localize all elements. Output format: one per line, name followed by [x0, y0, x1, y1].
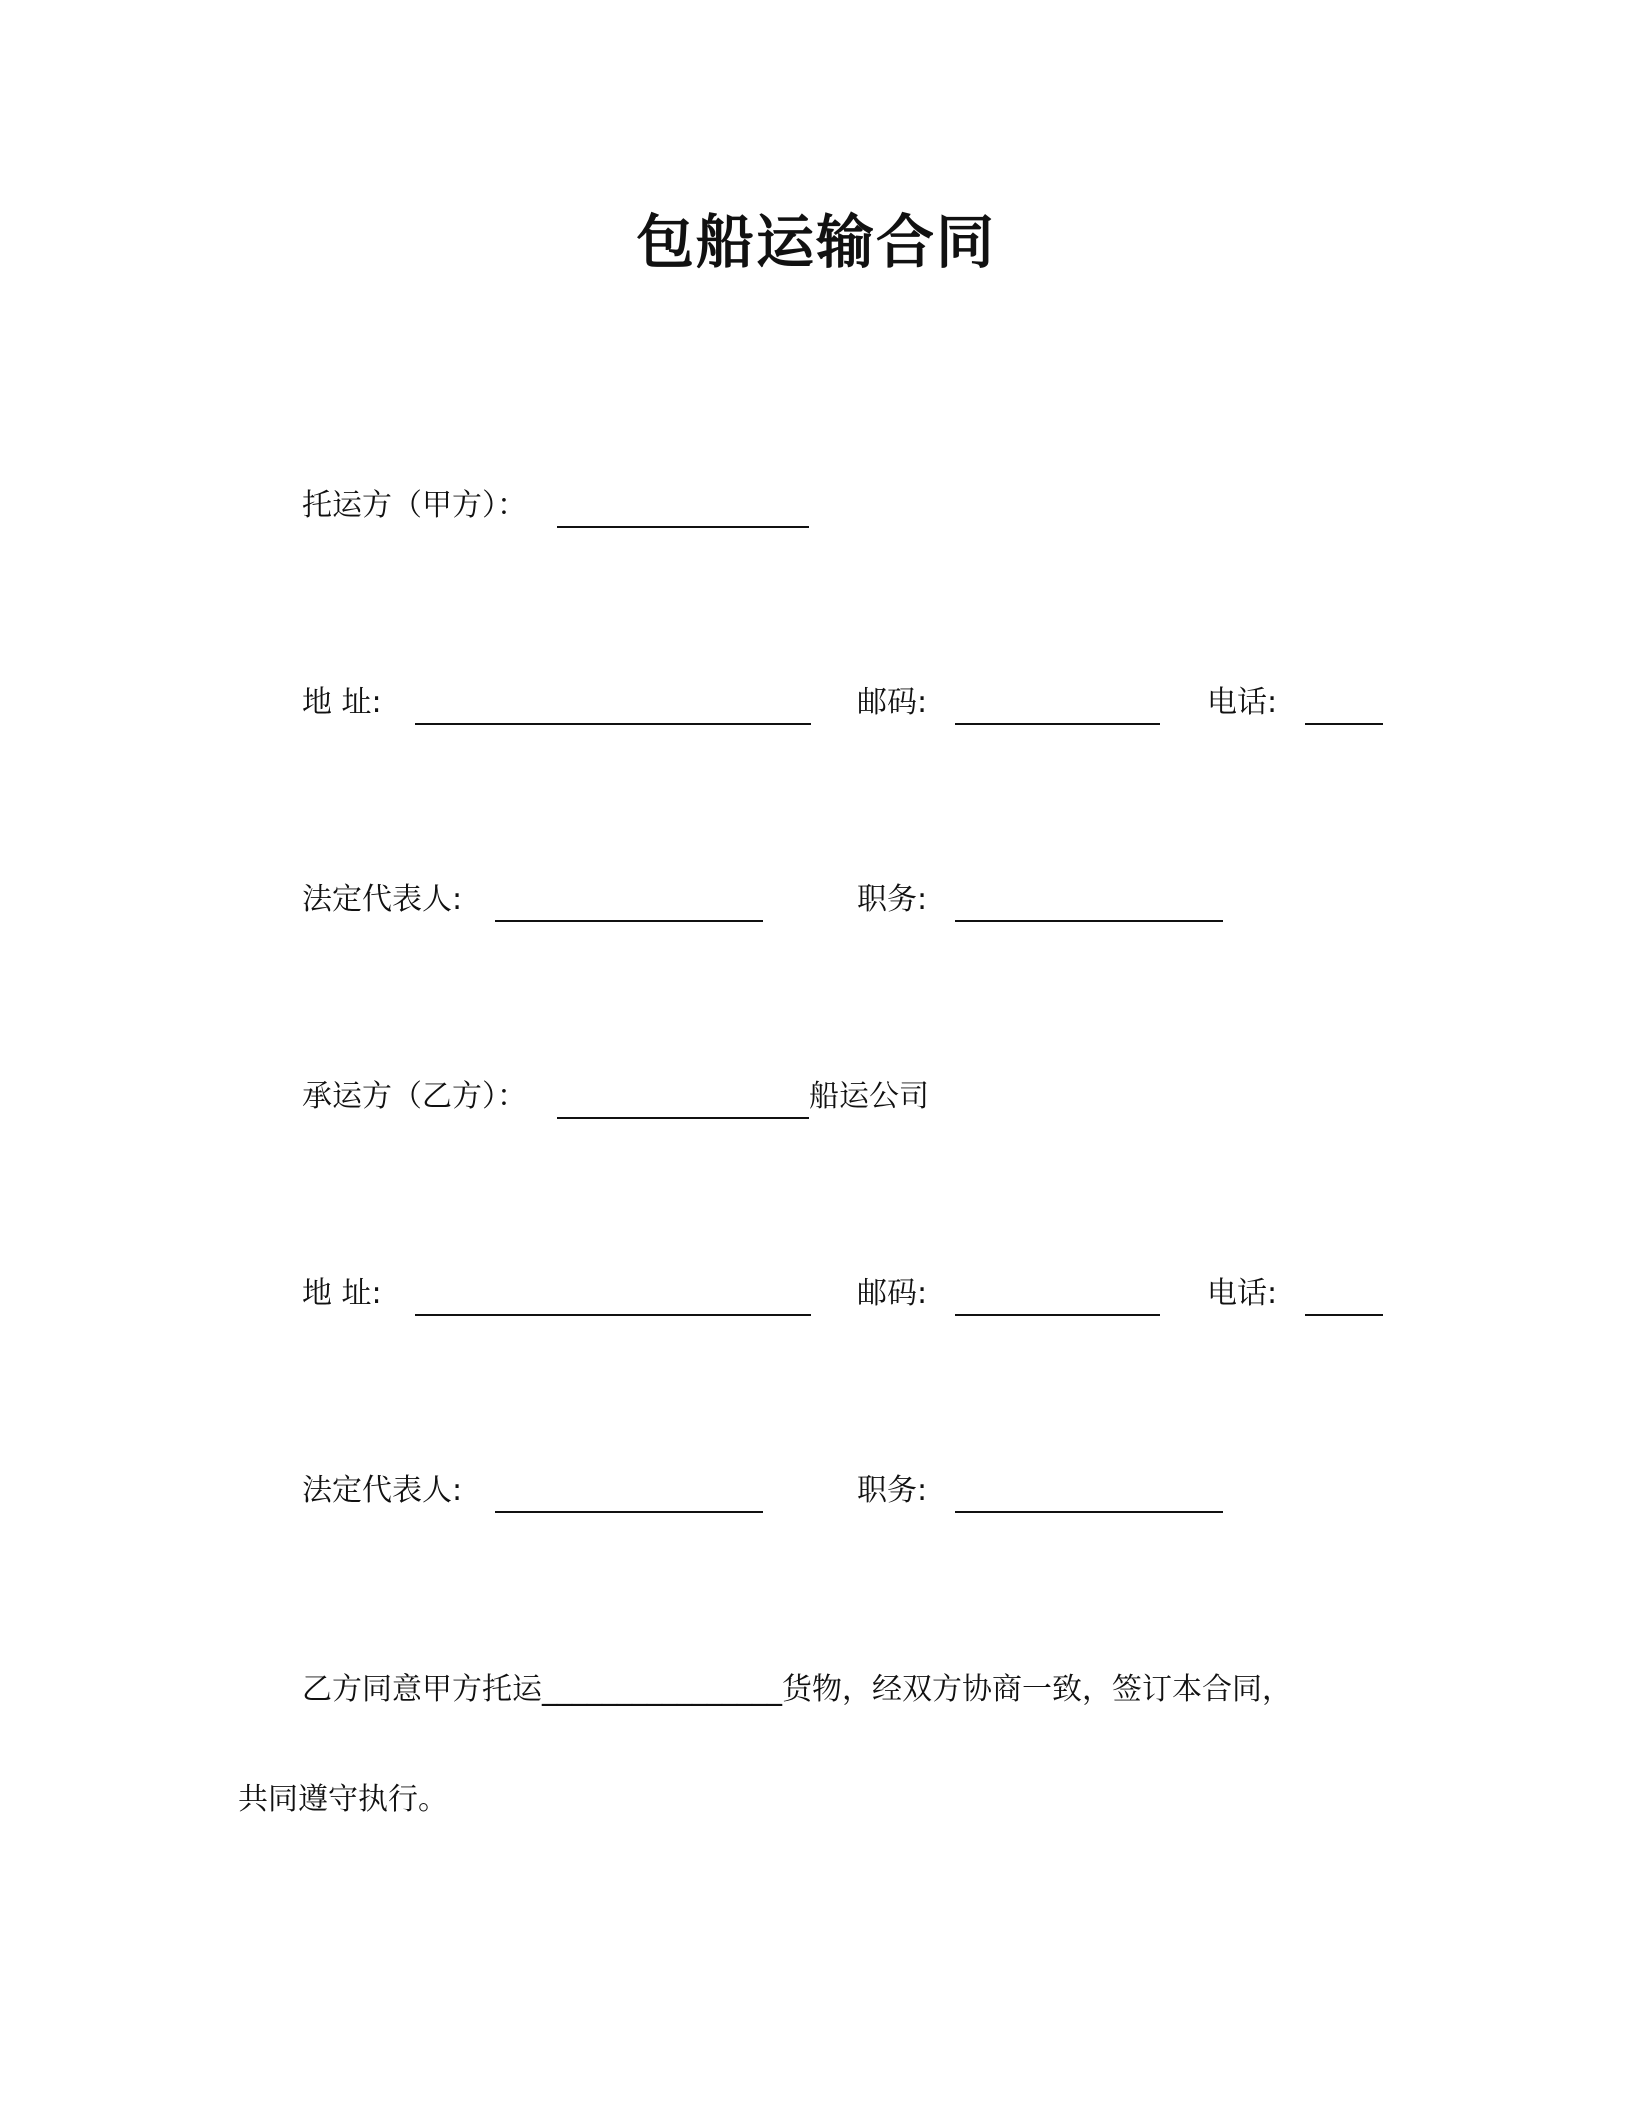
party-b-label: 承运方（乙方）：	[302, 1079, 527, 1114]
party-b-name-blank[interactable]	[557, 1117, 809, 1119]
party-a-position-label: 职务:	[857, 882, 928, 917]
party-a-postcode-label: 邮码:	[857, 685, 928, 720]
party-b-postcode-label: 邮码:	[857, 1276, 928, 1311]
party-b-position-label: 职务:	[857, 1473, 928, 1508]
party-a-label: 托运方（甲方）：	[302, 488, 527, 523]
intro-text-before: 乙方同意甲方托运	[302, 1672, 542, 1707]
party-a-rep-label: 法定代表人:	[302, 882, 463, 917]
cargo-blank[interactable]: ________________	[542, 1672, 782, 1707]
party-a-name-blank[interactable]	[557, 526, 809, 528]
party-a-phone-blank[interactable]	[1305, 723, 1383, 725]
party-b-phone-blank[interactable]	[1305, 1314, 1383, 1316]
intro-paragraph-line1	[302, 1672, 1292, 1708]
party-a-address-blank[interactable]	[415, 723, 811, 725]
party-b-position-blank[interactable]	[955, 1511, 1223, 1513]
party-a-phone-label: 电话:	[1207, 685, 1278, 720]
party-a-address-label: 地 址:	[302, 685, 382, 720]
party-b-phone-label: 电话:	[1207, 1276, 1278, 1311]
intro-text-after: 货物，经双方协商一致，签订本合同，	[782, 1672, 1292, 1707]
party-b-rep-label: 法定代表人:	[302, 1473, 463, 1508]
party-b-rep-blank[interactable]	[495, 1511, 763, 1513]
intro-paragraph-line2: 共同遵守执行。	[238, 1782, 448, 1817]
party-b-address-label: 地 址:	[302, 1276, 382, 1311]
party-a-position-blank[interactable]	[955, 920, 1223, 922]
party-a-rep-blank[interactable]	[495, 920, 763, 922]
party-b-address-blank[interactable]	[415, 1314, 811, 1316]
document-title: 包船运输合同	[635, 208, 996, 276]
party-a-postcode-blank[interactable]	[955, 723, 1160, 725]
party-b-suffix: 船运公司	[809, 1079, 929, 1114]
party-b-postcode-blank[interactable]	[955, 1314, 1160, 1316]
